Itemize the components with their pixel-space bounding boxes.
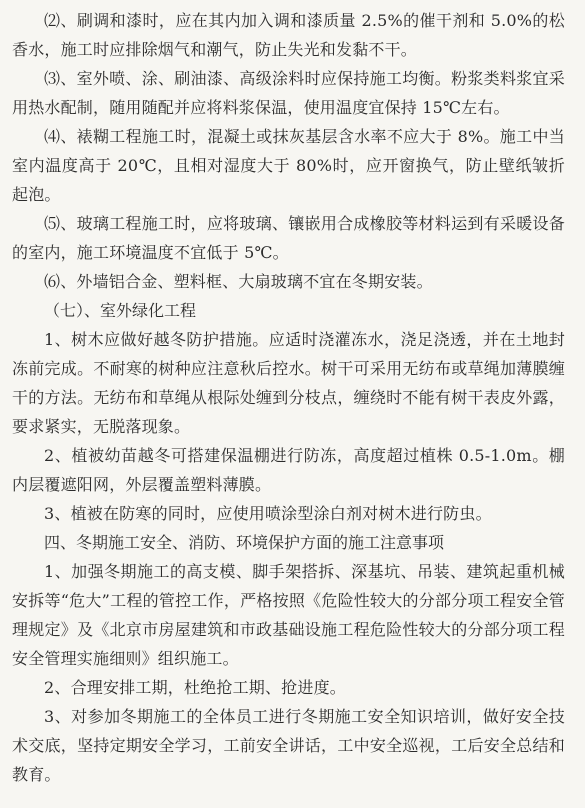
- paragraph-5-glass: ⑸、玻璃工程施工时，应将玻璃、镶嵌用合成橡胶等材料运到有采暖设备的室内，施工环境温度不宜低于 5℃。: [12, 214, 565, 262]
- greening-item-2: 2、植被幼苗越冬可搭建保温棚进行防冻，高度超过植株 0.5-1.0m。棚内层覆遮阳网，外层覆盖塑料薄膜。: [12, 446, 565, 494]
- paragraph-3-exterior-coating: ⑶、室外喷、涂、刷油漆、高级涂料时应保持施工均衡。粉浆类料浆宜采用热水配制，随用随配并应将料浆保温，使用温度宜保持 15℃左右。: [12, 69, 565, 117]
- greening-item-3: 3、植被在防寒的同时，应使用喷涂型涂白剂对树木进行防虫。: [44, 504, 492, 523]
- paragraph-6-exterior-windows: ⑹、外墙铝合金、塑料框、大扇玻璃不宜在冬期安装。: [44, 272, 433, 291]
- paragraph-4-wallpaper: ⑷、裱糊工程施工时，混凝土或抹灰基层含水率不应大于 8%。施工中当室内温度高于 20℃，且相对湿度大于 80%时，应开窗换气，防止壁纸皱折起泡。: [12, 127, 565, 204]
- section-heading-greening: （七）、室外绿化工程: [44, 301, 197, 320]
- paragraph-2-paint: ⑵、刷调和漆时，应在其内加入调和漆质量 2.5%的催干剂和 5.0%的松香水，施工时应排除烟气和潮气，防止失光和发黏不干。: [12, 11, 565, 59]
- greening-item-1: 1、树木应做好越冬防护措施。应适时浇灌冻水，浇足浇透，并在土地封冻前完成。不耐寒的树种应注意秋后控水。树干可采用无纺布或草绳加薄膜缠干的方法。无纺布和草绳从根际处缠到分枝点，缠绕时不能有树干表皮外露，要求紧实，无脱落现象。: [12, 330, 565, 436]
- section-heading-safety: 四、冬期施工安全、消防、环境保护方面的施工注意事项: [44, 533, 445, 552]
- safety-item-1: 1、加强冬期施工的高支模、脚手架搭拆、深基坑、吊装、建筑起重机械安拆等“危大”工程的管控工作，严格按照《危险性较大的分部分项工程安全管理规定》及《北京市房屋建筑和市政基础设施工程危险性较大的分部分项工程安全管理实施细则》组织施工。: [12, 562, 565, 668]
- safety-item-3: 3、对参加冬期施工的全体员工进行冬期施工安全知识培训，做好安全技术交底，坚持定期安全学习，工前安全讲话，工中安全巡视，工后安全总结和教育。: [12, 707, 565, 784]
- safety-item-2: 2、合理安排工期，杜绝抢工期、抢进度。: [44, 678, 346, 697]
